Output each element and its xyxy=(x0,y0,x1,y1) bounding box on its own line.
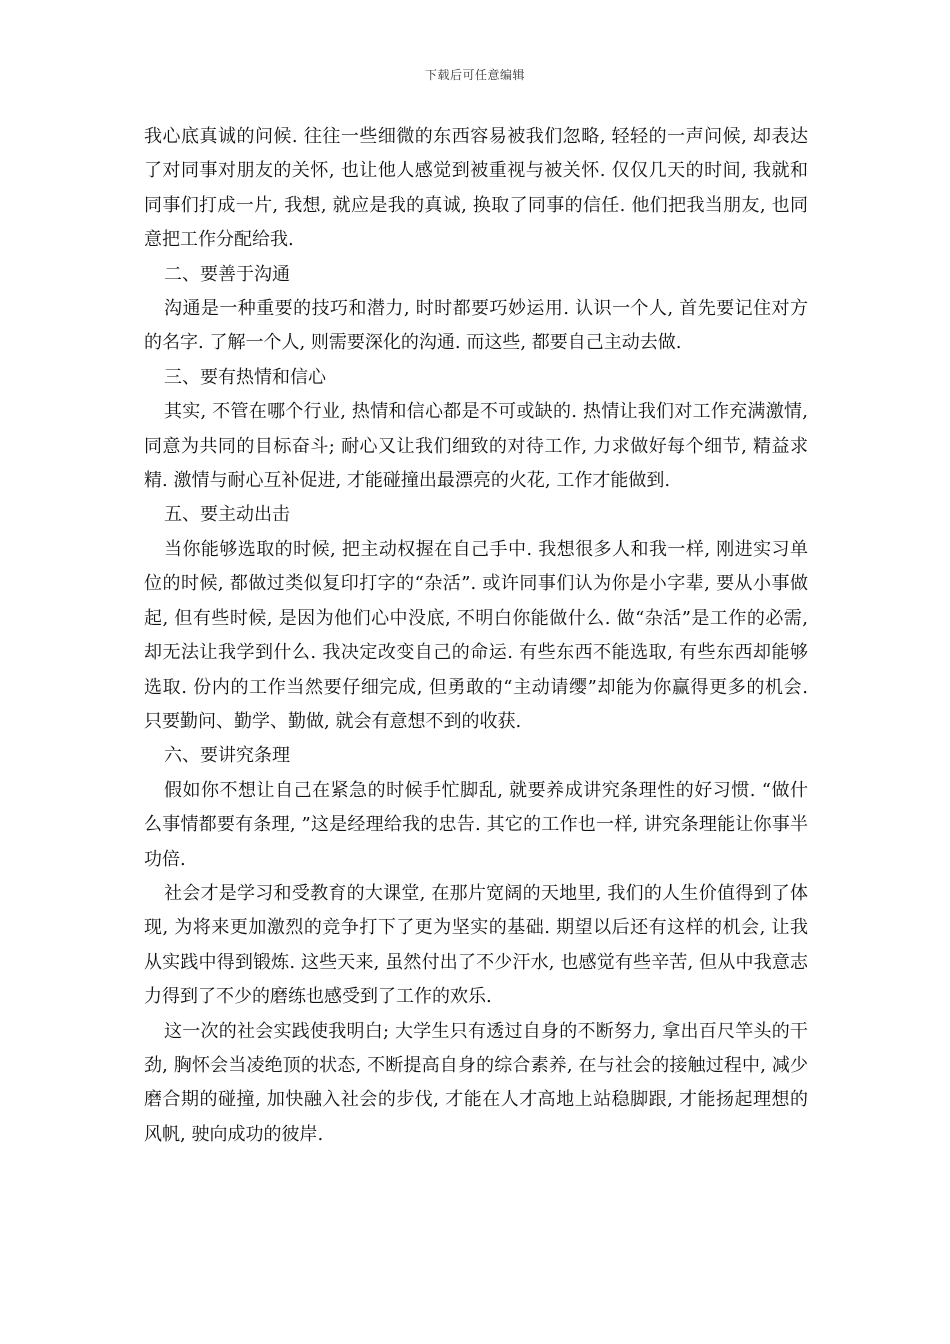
paragraph-conclusion: 这一次的社会实践使我明白; 大学生只有透过自身的不断努力, 拿出百尺竿头的干劲, 胸怀会当凌绝顶的状态, 不断提高自身的综合素养, 在与社会的接触过程中, 减少磨合期的碰撞, 加快融入社会的步伐, 才能在人才高地上站稳脚跟, 才能扬起理想的风帆, 驶向成功的彼岸. xyxy=(144,1020,808,1145)
paragraph-organization: 假如你不想让自己在紧急的时候手忙脚乱, 就要养成讲究条理性的好习惯. “做什么事情都要有条理, ”这是经理给我的忠告. 其它的工作也一样, 讲究条理能让你事半功倍. xyxy=(144,779,808,870)
section-heading-passion: 三、要有热情和信心 xyxy=(164,366,326,388)
section-heading-communication: 二、要善于沟通 xyxy=(164,263,290,285)
paragraph-greeting: 我心底真诚的问候. 往往一些细微的东西容易被我们忽略, 轻轻的一声问候, 却表达了对同事对朋友的关怀, 也让他人感觉到被重视与被关怀. 仅仅几天的时间, 我就和同事们打成一片, 我想, 就应是我的真诚, 换取了同事的信任. 他们把我当朋友, 也同意把工作分配给我. xyxy=(144,126,808,251)
section-heading-initiative: 五、要主动出击 xyxy=(164,504,290,526)
paragraph-communication: 沟通是一种重要的技巧和潜力, 时时都要巧妙运用. 认识一个人, 首先要记住对方的名字. 了解一个人, 则需要深化的沟通. 而这些, 都要自己主动去做. xyxy=(144,298,808,354)
paragraph-initiative: 当你能够选取的时候, 把主动权握在自己手中. 我想很多人和我一样, 刚进实习单位的时候, 都做过类似复印打字的“杂活”. 或许同事们认为你是小字辈, 要从小事做起, 但有些时候, 是因为他们心中没底, 不明白你能做什么. 做“杂活”是工作的必需, 却无法让我学到什么. 我决定改变自己的命运. 有些东西不能选取, 有些东西却能够选取. 份内的工作当然要仔细完成, 但勇敢的“主动请缨”却能为你赢得更多的机会. 只要勤问、勤学、勤做, 就会有意想不到的收获. xyxy=(144,538,808,732)
paragraph-passion: 其实, 不管在哪个行业, 热情和信心都是不可或缺的. 热情让我们对工作充满激情, 同意为共同的目标奋斗; 耐心又让我们细致的对待工作, 力求做好每个细节, 精益求精. 激情与耐心互补促进, 才能碰撞出最漂亮的火花, 工作才能做到. xyxy=(144,401,808,492)
section-heading-organization: 六、要讲究条理 xyxy=(164,745,290,767)
document-body xyxy=(144,120,808,1152)
page-header-note: 下载后可任意编辑 xyxy=(424,68,525,82)
paragraph-society: 社会才是学习和受教育的大课堂, 在那片宽阔的天地里, 我们的人生价值得到了体现, 为将来更加激烈的竞争打下了更为坚实的基础. 期望以后还有这样的机会, 让我从实践中得到锻炼. 这些天来, 虽然付出了不少汗水, 也感觉有些辛苦, 但从中我意志力得到了不少的磨练也感受到了工作的欢乐. xyxy=(144,882,808,1008)
